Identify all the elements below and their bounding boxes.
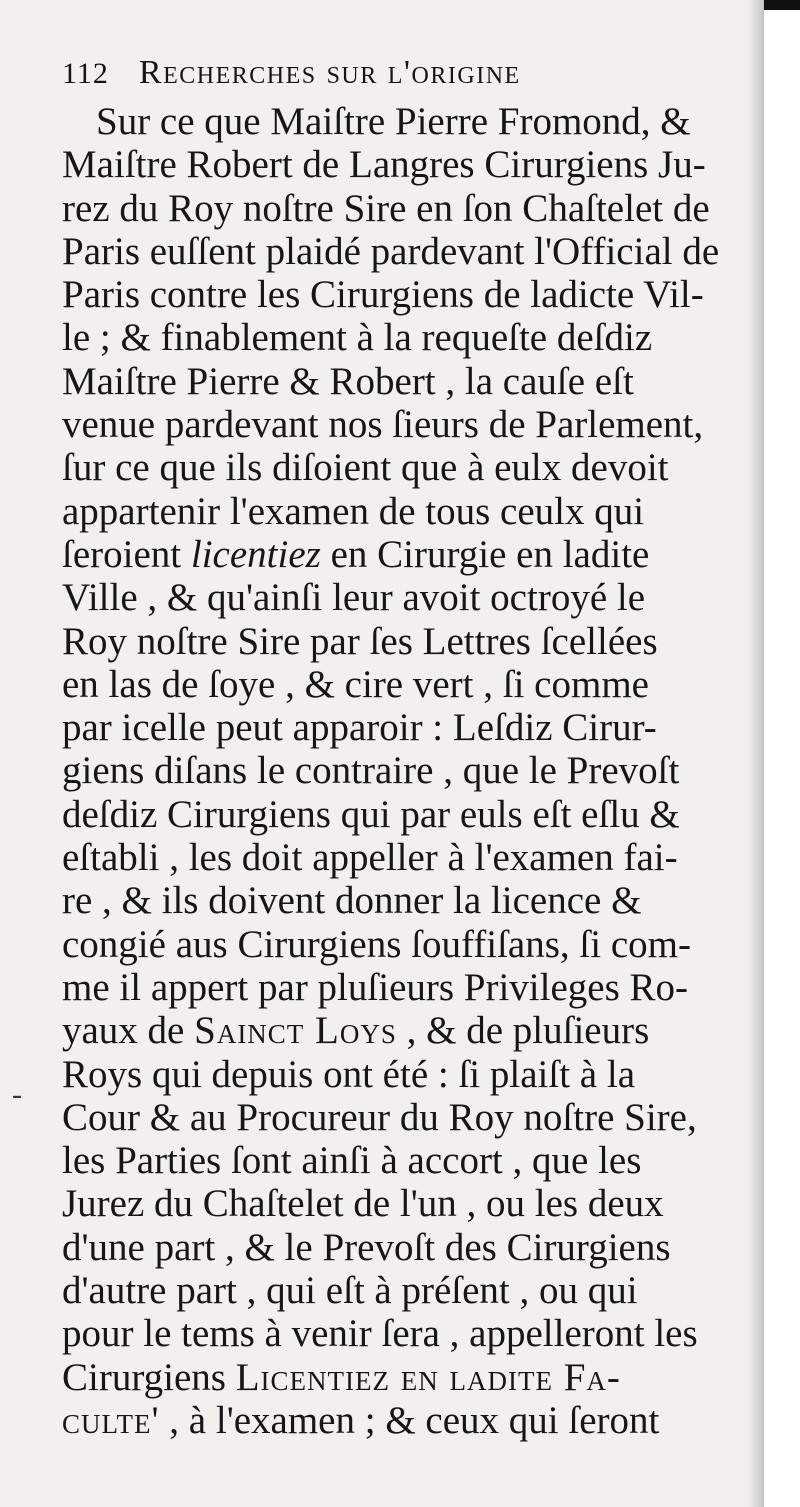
italic-word: licentiez [190,532,321,576]
text-span: Cirurgiens [62,1355,236,1399]
text-span: , & de pluſieurs [396,1009,650,1053]
text-line: Paris euſſent plaidé pardevant l'Official de [62,229,720,273]
text-line: pour le tems à venir ſera , appelleront les [62,1312,698,1356]
text-line: Maiſtre Pierre & Robert , la cauſe eſt [62,359,634,403]
page-number: 112 [62,57,109,90]
text-line [62,1399,752,1442]
body-text [62,100,752,1442]
text-line: rez du Roy noſtre Sire en ſon Chaſtelet de [62,186,710,230]
scan-margin [764,0,800,1507]
text-line: Ville , & qu'ainſi leur avoit octroyé le [62,576,646,620]
text-line: deſdiz Cirurgiens qui par euls eſt eſlu & [62,792,680,836]
text-line: Jurez du Chaſtelet de l'un , ou les deux [62,1182,664,1226]
small-caps-phrase: culte' [62,1398,160,1442]
text-line: appartenir l'examen de tous ceulx qui [62,489,645,533]
text-line: me il appert par pluſieurs Privileges Ro- [62,965,689,1009]
text-line: les Parties ſont ainſi à accort , que les [62,1139,642,1183]
text-line: le ; & finablement à la requeſte deſdiz [62,316,653,360]
text-line: congié aus Cirurgiens ſouffiſans, ſi com- [62,922,691,966]
scan-corner-mark [764,0,800,10]
text-line: ſur ce que ils diſoient que à eulx devoit [62,446,669,490]
text-line: Roys qui depuis ont été : ſi plaiſt à la [62,1052,636,1096]
text-line: giens diſans le contraire , que le Prevoſt [62,749,680,793]
text-line: Cour & au Procureur du Roy noſtre Sire, [62,1095,697,1139]
text-span: ſeroient [62,532,191,576]
text-line [62,1356,752,1399]
text-line: Roy noſtre Sire par ſes Lettres ſcellées [62,619,658,663]
small-caps-name: Sainct Loys [194,1009,397,1053]
text-line: venue pardevant nos ſieurs de Parlement, [62,403,704,447]
text-line [62,533,752,576]
text-span: en Cirurgie en ladite [320,532,650,576]
text-line: par icelle peut apparoir : Leſdiz Cirur- [62,706,657,750]
text-line: eſtabli , les doit appeller à l'examen fai- [62,836,678,880]
page-header [62,54,752,98]
text-line: Paris contre les Cirurgiens de ladicte Vil- [62,273,704,317]
text-span: yaux de [62,1009,195,1053]
text-line: d'autre part , qui eſt à préſent , ou qui [62,1269,638,1313]
text-line: Maiſtre Robert de Langres Cirurgiens Ju- [62,143,706,187]
text-line: re , & ils doivent donner la licence & [62,879,642,923]
text-line: Sur ce que Maiſtre Pierre Fromond, & [96,100,691,143]
text-span: , à l'examen ; & ceux qui ſeront [159,1398,660,1442]
running-title: Recherches sur l'origine [138,54,521,91]
text-line: d'une part , & le Prevoſt des Cirurgiens [62,1225,671,1269]
small-caps-phrase: Licentiez en ladite Fa- [235,1355,621,1399]
text-line: en las de ſoye , & cire vert , ſi comme [62,662,649,706]
margin-mark: - [12,1078,22,1111]
text-line [62,1009,752,1052]
